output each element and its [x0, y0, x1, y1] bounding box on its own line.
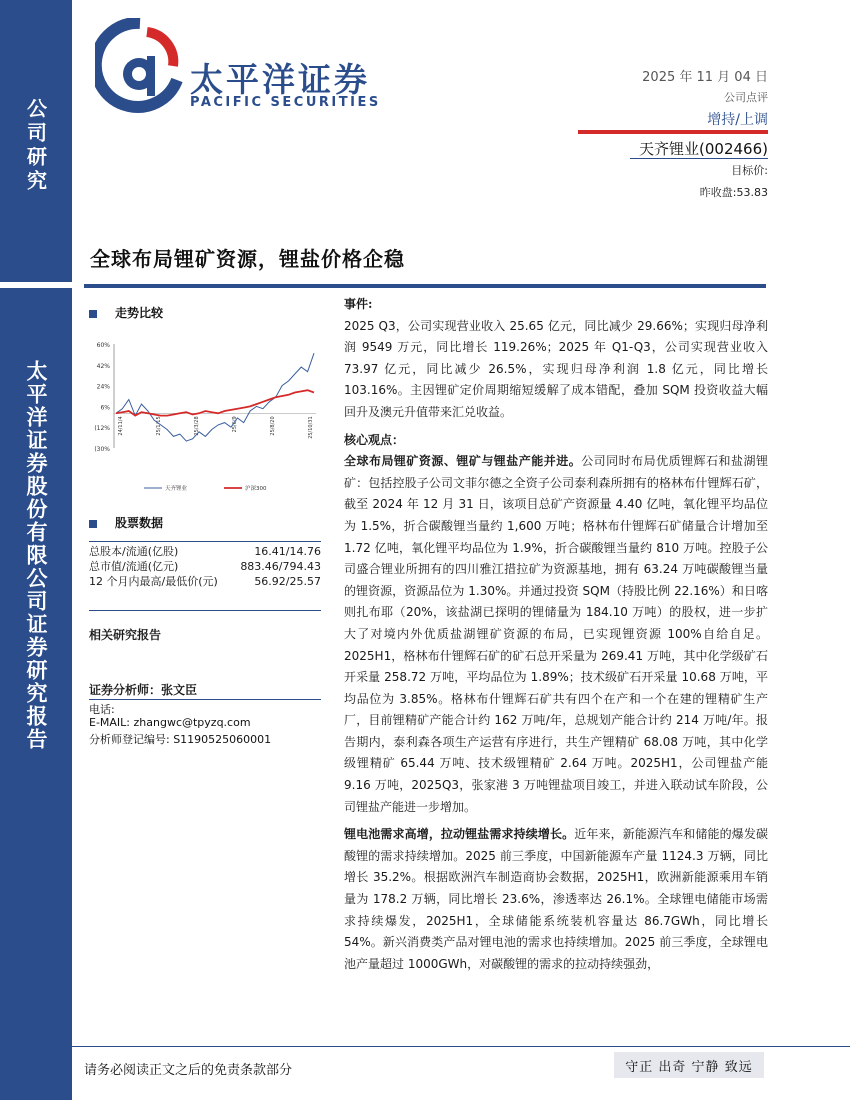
- stock-row-value: 56.92/25.57: [254, 575, 321, 588]
- paragraph-lead: 全球布局锂矿资源、锂矿与锂盐产能并进。: [344, 454, 582, 469]
- stock-row-label: 总市值/流通(亿元): [89, 560, 179, 573]
- sidebar-company-label: 太平洋证券股份有限公司证券研究报告: [24, 360, 49, 751]
- legend-label: 天齐锂业: [165, 486, 188, 492]
- event-paragraph: 2025 Q3，公司实现营业收入 25.65 亿元，同比减少 29.66%；实现归母净利润 9549 万元，同比增长 119.26%；2025 年 Q1-Q3，公司实现营业收入 73.97 亿元，同比减少 26.5%，实现归母净利润 1.8 亿元，同比增长 103.16%。主因锂矿定价周期缩短缓解了成本错配，叠加 SQM 投资收益大幅回升及澳元升值带来汇兑收益。: [344, 318, 768, 419]
- report-body: [344, 294, 768, 975]
- square-bullet-icon: [89, 520, 97, 528]
- report-type: 公司点评: [724, 91, 768, 104]
- report-date: 2025 年 11 月 04 日: [642, 70, 768, 85]
- footer-disclaimer[interactable]: 请务必阅读正文之后的免责条款部分: [84, 1063, 293, 1078]
- y-tick-label: 60%: [96, 342, 110, 349]
- target-price: 目标价:: [731, 164, 768, 177]
- page-title: 全球布局锂矿资源，锂盐价格企稳: [90, 247, 405, 271]
- table-row: [89, 559, 321, 574]
- analyst-rule: [89, 699, 321, 700]
- stock-data-table: [89, 544, 321, 589]
- paragraph-text: 公司同时布局优质锂辉石和盐湖锂矿：包括控股子公司文菲尔德之全资子公司泰利森所拥有的格林布什锂辉石矿，截至 2024 年 12 月 31 日，该项目总矿产资源量 4.40 亿吨，氧化锂平均品位为 1.5%，折合碳酸锂当量约 1,600 万吨；格林布什锂辉石矿储量合计增加至 1.72 亿吨，氧化锂平均品位为 1.9%，折合碳酸锂当量约 810 万吨。控股子公司盛合锂业所拥有的四川雅江措拉矿为资源基地，拥有 63.24 万吨碳酸锂当量的锂资源，资源品位为 1.30%。并通过投资 SQM（持股比例 22.16%）和日喀则扎布耶（20%，该盐湖已探明的锂储量为 184.10 万吨）的股权，进一步扩大了对境内外优质盐湖锂矿资源的布局，已实现锂资源 100%自给自足。2025H1，格林布什锂辉石矿的矿石总开采量为 269.41 万吨，其中化学级矿石开采量 258.72 万吨，平均品位为 1.89%；技术级矿石开采量 10.68 万吨，平均品位为 3.85%。格林布什锂辉石矿共有四个在产和一个在建的锂精矿生产厂，目前锂精矿产能合计约 162 万吨/年，总规划产能合计约 214 万吨/年。报告期内，泰利森各项生产运营有序进行，共生产锂精矿 68.08 万吨，其中化学级锂精矿 65.44 万吨、技术级锂精矿 2.64 万吨。2025H1，公司锂盐产能 9.16 万吨，2025Q3，张家港 3 万吨锂盐项目竣工，并进入联动试车阶段，公司锂盐产能进一步增加。: [344, 454, 768, 814]
- y-tick-label: (12%: [94, 425, 110, 433]
- legend-label: 沪深300: [245, 486, 267, 492]
- paragraph-lead: 锂电池需求高增，拉动锂盐需求持续增长。: [344, 827, 575, 842]
- x-tick-label: 25/8/20: [270, 416, 276, 436]
- company-logo-icon: [95, 18, 185, 118]
- paragraph-text: 近年来，新能源汽车和储能的爆发碳酸锂的需求持续增加。2025 前三季度，中国新能源车产量 1124.3 万辆，同比增长 35.2%。根据欧洲汽车制造商协会数据，2025H1，欧洲新能源乘用车销量为 178.2 万辆，同比增长 23.6%，渗透率达 26.1%。全球锂电储能市场需求持续爆发，2025H1，全球储能系统装机容量达 86.7GWh，同比增长 54%。新兴消费类产品对锂电池的需求也持续增加。2025 前三季度，全球锂电池产量超过 1000GWh，对碳酸锂的需求的拉动持续强劲，: [344, 827, 768, 971]
- title-rule: [84, 284, 766, 288]
- trend-chart: [84, 330, 324, 500]
- analyst-heading: 证券分析师：张文臣: [89, 683, 198, 697]
- stock-data-heading-label: 股票数据: [115, 516, 164, 530]
- related-reports-heading: 相关研究报告: [89, 628, 162, 642]
- x-tick-label: 25/1/15: [156, 416, 162, 436]
- y-tick-label: (30%: [94, 446, 110, 453]
- sidebar-category-label: 公司研究: [23, 98, 48, 194]
- series-line: [116, 390, 314, 415]
- stock-name: 天齐锂业(002466): [639, 140, 768, 158]
- analyst-email[interactable]: E-MAIL: zhangwc@tpyzq.com: [89, 716, 251, 729]
- stock-data-heading: [89, 514, 163, 531]
- footer-motto: 守正 出奇 宁静 致远: [614, 1052, 764, 1078]
- rating: 增持/上调: [707, 112, 768, 128]
- sidebar-bottom: [0, 288, 72, 1100]
- analyst-phone: 电话:: [89, 703, 115, 716]
- stock-row-value: 16.41/14.76: [254, 545, 321, 558]
- trend-heading-label: 走势比较: [115, 306, 164, 320]
- table-row: [89, 544, 321, 559]
- table-row: [89, 574, 321, 589]
- x-tick-label: 24/11/4: [118, 416, 124, 436]
- stock-row-value: 883.46/794.43: [240, 560, 321, 573]
- series-line: [116, 353, 314, 441]
- trend-heading: [89, 304, 163, 321]
- analyst-registration: 分析师登记编号: S1190525060001: [89, 733, 272, 746]
- header-accent-rule: [578, 130, 768, 134]
- company-name-en: PACIFIC SECURITIES: [190, 95, 381, 110]
- company-name-cn: 太平洋证券: [190, 60, 370, 99]
- core-view-paragraph-2: [344, 824, 768, 975]
- core-view-heading: 核心观点：: [344, 432, 405, 447]
- stock-underline: [630, 158, 768, 159]
- sidebar: [0, 0, 72, 1100]
- y-tick-label: 6%: [100, 404, 110, 412]
- x-tick-label: 25/10/31: [308, 416, 314, 439]
- stock-row-label: 12 个月内最高/最低价(元): [89, 575, 218, 588]
- x-tick-label: 25/3/28: [194, 416, 200, 436]
- stock-table-top-rule: [89, 541, 321, 542]
- stock-row-label: 总股本/流通(亿股): [89, 545, 179, 558]
- stock-table-bottom-rule: [89, 610, 321, 611]
- y-tick-label: 24%: [96, 383, 110, 391]
- previous-close: 昨收盘:53.83: [699, 186, 768, 199]
- event-heading: 事件:: [344, 297, 373, 311]
- y-tick-label: 42%: [96, 362, 110, 370]
- footer-rule: [72, 1046, 850, 1047]
- square-bullet-icon: [89, 310, 97, 318]
- x-tick-label: 25/6/9: [232, 416, 238, 433]
- sidebar-top: [0, 0, 72, 282]
- core-view-paragraph-1: [344, 451, 768, 818]
